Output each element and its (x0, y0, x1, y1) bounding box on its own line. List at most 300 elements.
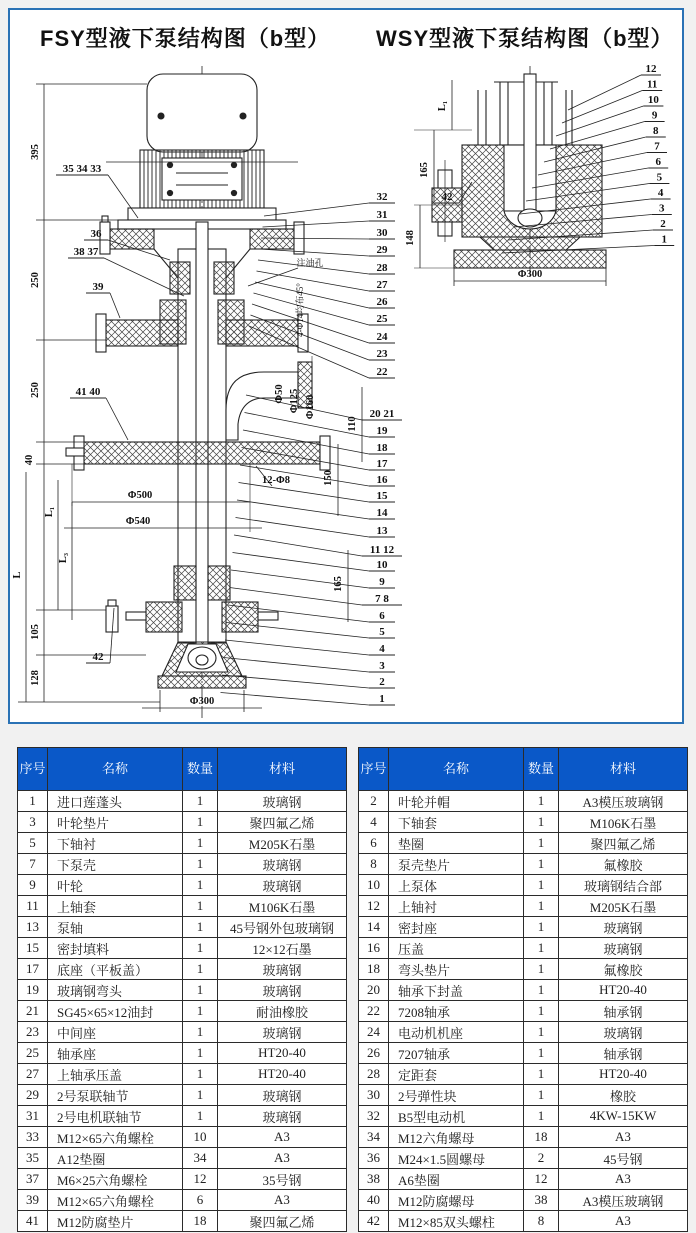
dim-label: L₃ (58, 552, 69, 564)
part-qty: 1 (524, 980, 559, 1001)
part-qty: 1 (524, 1085, 559, 1106)
part-number: 31 (18, 1106, 48, 1127)
part-number: 28 (359, 1064, 389, 1085)
callout-label: 4 (379, 643, 385, 655)
part-material: 聚四氟乙烯 (218, 812, 347, 833)
table-row (18, 959, 347, 980)
part-name: 密封填料 (48, 938, 183, 959)
callout-label: 20 21 (369, 408, 395, 420)
table-row (18, 1127, 347, 1148)
table-row (18, 1106, 347, 1127)
callout-leader (225, 640, 369, 655)
callout-label: 13 (376, 525, 388, 537)
table-row (359, 833, 688, 854)
table-row (18, 812, 347, 833)
part-qty: 1 (524, 1043, 559, 1064)
dim-label: 165 (333, 576, 344, 592)
part-number: 14 (359, 917, 389, 938)
table-row (18, 917, 347, 938)
part-material: 玻璃钢 (218, 1106, 347, 1127)
callout-label: 41 40 (75, 386, 101, 398)
callout-label: 8 (653, 125, 659, 137)
callout-label: 3 (659, 202, 665, 215)
table-row (18, 854, 347, 875)
part-name: 7207轴承 (389, 1043, 524, 1064)
part-name: 弯头垫片 (389, 959, 524, 980)
dim-label: Φ300 (189, 696, 215, 707)
part-qty: 1 (183, 875, 218, 896)
table-row (18, 791, 347, 812)
callout-label: 22 (376, 366, 388, 378)
table-row (359, 1043, 688, 1064)
motor (106, 74, 298, 229)
part-name: 泵壳垫片 (389, 854, 524, 875)
callout-label: 9 (651, 109, 658, 122)
part-name: 叶轮垫片 (48, 812, 183, 833)
dim-label: 150 (323, 470, 334, 486)
part-qty: 1 (524, 1064, 559, 1085)
table-row (359, 1001, 688, 1022)
part-number: 19 (18, 980, 48, 1001)
part-qty: 12 (524, 1169, 559, 1190)
part-qty: 18 (183, 1211, 218, 1232)
part-material: A3 (559, 1211, 688, 1232)
wsy-diagram-title: WSY型液下泵结构图（b型） (376, 26, 674, 51)
part-qty: 6 (183, 1190, 218, 1211)
dim-label: 110 (347, 416, 358, 432)
part-qty: 8 (524, 1211, 559, 1232)
part-name: 下泵壳 (48, 854, 183, 875)
part-name: 垫圈 (389, 833, 524, 854)
part-name: 密封座 (389, 917, 524, 938)
part-material: A3 (218, 1127, 347, 1148)
part-number: 2 (359, 791, 389, 812)
part-number: 20 (359, 980, 389, 1001)
table-row (18, 1169, 347, 1190)
callout-leader (233, 553, 370, 572)
callout-label: 5 (656, 171, 663, 184)
dim-label: 注油孔 (296, 258, 324, 268)
callout-label: 6 (379, 610, 385, 622)
part-number: 4 (359, 812, 389, 833)
callout-label: 11 12 (369, 544, 395, 556)
callout-label: 1 (379, 693, 385, 705)
part-qty: 1 (183, 812, 218, 833)
callout-label: 4 (657, 187, 664, 199)
callout-label: 42 (92, 651, 104, 663)
part-name: B5型电动机 (389, 1106, 524, 1127)
callout-label: 42 (441, 191, 453, 203)
table-row (359, 1190, 688, 1211)
part-material: 玻璃钢 (559, 1022, 688, 1043)
callout-label: 6 (655, 156, 661, 168)
callout-label: 28 (376, 262, 388, 274)
table-row (359, 938, 688, 959)
part-material: HT20-40 (218, 1043, 347, 1064)
part-material: M106K石墨 (218, 896, 347, 917)
table-row (18, 938, 347, 959)
callout-label: 10 (376, 559, 388, 571)
part-qty: 1 (183, 1106, 218, 1127)
dim-label: Φ540 (125, 516, 151, 527)
part-material: 玻璃钢 (218, 1085, 347, 1106)
part-qty: 1 (524, 1022, 559, 1043)
wsy-base (454, 237, 606, 268)
callout-leader (224, 658, 370, 673)
part-material: 聚四氟乙烯 (218, 1211, 347, 1232)
callout-label: 7 8 (375, 593, 389, 605)
part-qty: 1 (524, 938, 559, 959)
part-material: M205K石墨 (559, 896, 688, 917)
table-row (18, 875, 347, 896)
part-name: 下轴套 (389, 812, 524, 833)
part-number: 37 (18, 1169, 48, 1190)
part-material: A3 (559, 1169, 688, 1190)
part-number: 26 (359, 1043, 389, 1064)
part-number: 33 (18, 1127, 48, 1148)
part-number: 25 (18, 1043, 48, 1064)
column-header: 数量 (524, 748, 559, 791)
part-number: 34 (359, 1127, 389, 1148)
header-row (359, 748, 688, 791)
dim-label: 395 (30, 144, 41, 160)
part-qty: 1 (183, 854, 218, 875)
part-material: A3模压玻璃钢 (559, 791, 688, 812)
callout-label: 39 (92, 281, 104, 293)
callout-label: 30 (376, 227, 388, 239)
parts-table-left (17, 747, 347, 1232)
part-material: 轴承钢 (559, 1001, 688, 1022)
table-row (18, 1211, 347, 1232)
column-header: 名称 (48, 748, 183, 791)
part-qty: 12 (183, 1169, 218, 1190)
callout-label: 5 (379, 626, 385, 638)
table-row (359, 1169, 688, 1190)
part-material: 45号钢 (559, 1148, 688, 1169)
callout-label: 24 (376, 331, 388, 343)
table-row (359, 854, 688, 875)
part-name: M12防腐螺母 (389, 1190, 524, 1211)
callout-leader (264, 203, 369, 216)
part-name: 底座（平板盖） (48, 959, 183, 980)
part-material: 玻璃钢 (218, 854, 347, 875)
table-row (18, 1064, 347, 1085)
part-number: 15 (18, 938, 48, 959)
part-name: M12×65六角螺栓 (48, 1127, 183, 1148)
callout-label: 3 (379, 660, 385, 672)
part-qty: 1 (183, 896, 218, 917)
part-name: 7208轴承 (389, 1001, 524, 1022)
callout-leader (108, 175, 138, 218)
part-qty: 1 (524, 1001, 559, 1022)
part-qty: 1 (183, 1043, 218, 1064)
dim-label: Φ500 (127, 490, 153, 501)
part-name: 上轴衬 (389, 896, 524, 917)
part-name: 上轴套 (48, 896, 183, 917)
table-row (359, 896, 688, 917)
dim-label: 40 (24, 454, 35, 466)
column-header: 材料 (218, 748, 347, 791)
part-qty: 1 (183, 1022, 218, 1043)
part-number: 36 (359, 1148, 389, 1169)
part-qty: 1 (183, 1064, 218, 1085)
part-qty: 1 (183, 833, 218, 854)
table-row (18, 980, 347, 1001)
callout-label: 12 (645, 63, 657, 75)
part-material: A3 (218, 1148, 347, 1169)
callout-label: 10 (647, 94, 659, 106)
part-number: 21 (18, 1001, 48, 1022)
part-qty: 1 (524, 854, 559, 875)
callout-label: 32 (376, 191, 388, 203)
part-name: 叶轮 (48, 875, 183, 896)
table-row (359, 812, 688, 833)
callout-label: 14 (376, 507, 388, 519)
table-row (359, 875, 688, 896)
callout-leader (568, 75, 641, 110)
part-material: 玻璃钢 (559, 938, 688, 959)
part-material: 氟橡胶 (559, 854, 688, 875)
part-number: 23 (18, 1022, 48, 1043)
callout-leader (237, 500, 369, 519)
part-name: 定距套 (389, 1064, 524, 1085)
part-qty: 1 (524, 875, 559, 896)
table-row (18, 1190, 347, 1211)
part-name: 轴承座 (48, 1043, 183, 1064)
part-name: 玻璃钢弯头 (48, 980, 183, 1001)
part-name: M12六角螺母 (389, 1127, 524, 1148)
part-name: M6×25六角螺栓 (48, 1169, 183, 1190)
table-row (18, 896, 347, 917)
part-name: M12×85双头螺柱 (389, 1211, 524, 1232)
part-name: 2号泵联轴节 (48, 1085, 183, 1106)
part-qty: 1 (183, 938, 218, 959)
part-name: 上泵体 (389, 875, 524, 896)
part-material: HT20-40 (218, 1064, 347, 1085)
table-row (18, 1085, 347, 1106)
table-row (359, 1106, 688, 1127)
part-material: HT20-40 (559, 1064, 688, 1085)
part-material: HT20-40 (559, 980, 688, 1001)
dim-label: 128 (30, 670, 41, 686)
part-material: A3 (218, 1190, 347, 1211)
part-name: 中间座 (48, 1022, 183, 1043)
callout-label: 11 (646, 78, 658, 91)
table-row (359, 959, 688, 980)
part-name: 压盖 (389, 938, 524, 959)
callout-leader (234, 535, 362, 556)
callout-label: 19 (376, 425, 388, 437)
part-number: 22 (359, 1001, 389, 1022)
callout-leader (556, 106, 643, 136)
dim-label: Φ160 (305, 394, 316, 420)
part-material: A3 (559, 1127, 688, 1148)
dim-label: L₁ (437, 100, 448, 112)
part-material: 玻璃钢 (559, 917, 688, 938)
callout-leader (255, 282, 369, 308)
part-qty: 2 (524, 1148, 559, 1169)
callout-label: 16 (376, 474, 388, 486)
part-name: 电动机机座 (389, 1022, 524, 1043)
callout-label: 26 (376, 296, 388, 308)
part-qty: 1 (524, 812, 559, 833)
part-material: 耐油橡胶 (218, 1001, 347, 1022)
table-row (18, 1148, 347, 1169)
part-name: 下轴衬 (48, 833, 183, 854)
part-material: 玻璃钢 (218, 959, 347, 980)
part-number: 35 (18, 1148, 48, 1169)
parts-table-right (358, 747, 688, 1232)
part-number: 30 (359, 1085, 389, 1106)
part-qty: 1 (524, 959, 559, 980)
part-name: 上轴承压盖 (48, 1064, 183, 1085)
column-header: 材料 (559, 748, 688, 791)
suction-bell (158, 642, 246, 688)
part-material: 12×12石墨 (218, 938, 347, 959)
part-material: 聚四氟乙烯 (559, 833, 688, 854)
part-number: 11 (18, 896, 48, 917)
table-row (359, 1064, 688, 1085)
part-material: 玻璃钢 (218, 791, 347, 812)
column-header: 序号 (18, 748, 48, 791)
part-number: 39 (18, 1190, 48, 1211)
column-header: 数量 (183, 748, 218, 791)
callout-label: 29 (376, 244, 388, 256)
part-number: 27 (18, 1064, 48, 1085)
callout-leader (236, 518, 370, 538)
dim-label: 4-Φ14均布45° (295, 283, 305, 337)
part-material: M205K石墨 (218, 833, 347, 854)
table-row (359, 917, 688, 938)
table-header-right (359, 748, 688, 791)
table-row (359, 1085, 688, 1106)
header-row (18, 748, 347, 791)
part-number: 8 (359, 854, 389, 875)
part-material: 轴承钢 (559, 1043, 688, 1064)
callout-label: 15 (376, 490, 388, 502)
table-row (359, 1211, 688, 1232)
part-number: 38 (359, 1169, 389, 1190)
dim-label: 105 (30, 624, 41, 640)
callout-label: 27 (376, 279, 388, 291)
part-qty: 1 (524, 833, 559, 854)
part-material: 4KW-15KW (559, 1106, 688, 1127)
callout-leader (240, 465, 369, 486)
part-material: 45号钢外包玻璃钢 (218, 917, 347, 938)
callout-label: 7 (654, 140, 660, 153)
pump-drawings (10, 10, 682, 722)
dim-label: Φ300 (517, 269, 543, 280)
dim-label: 250 (30, 272, 41, 288)
column-header: 序号 (359, 748, 389, 791)
part-qty: 10 (183, 1127, 218, 1148)
callout-leader (257, 271, 370, 291)
callout-label: 38 37 (73, 246, 99, 258)
part-number: 1 (18, 791, 48, 812)
part-qty: 1 (183, 917, 218, 938)
callout-leader (260, 249, 370, 256)
callout-label: 18 (376, 442, 388, 454)
dim-label: 12-Φ8 (262, 475, 290, 486)
table-row (359, 1148, 688, 1169)
part-name: 叶轮并帽 (389, 791, 524, 812)
part-qty: 34 (183, 1148, 218, 1169)
part-number: 29 (18, 1085, 48, 1106)
part-name: M12防腐垫片 (48, 1211, 183, 1232)
part-material: M106K石墨 (559, 812, 688, 833)
part-number: 42 (359, 1211, 389, 1232)
part-number: 5 (18, 833, 48, 854)
part-qty: 1 (183, 791, 218, 812)
part-qty: 1 (183, 1001, 218, 1022)
table-row (359, 791, 688, 812)
part-material: 玻璃钢 (218, 980, 347, 1001)
part-number: 16 (359, 938, 389, 959)
callout-label: 2 (379, 676, 385, 688)
part-qty: 18 (524, 1127, 559, 1148)
part-material: 玻璃钢 (218, 1022, 347, 1043)
part-name: 泵轴 (48, 917, 183, 938)
table-row (18, 833, 347, 854)
part-name: 2号电机联轴节 (48, 1106, 183, 1127)
part-qty: 1 (183, 959, 218, 980)
part-qty: 1 (524, 896, 559, 917)
part-material: 玻璃钢结合部 (559, 875, 688, 896)
callout-label: 25 (376, 313, 388, 325)
callout-label: 17 (376, 458, 388, 470)
callout-label: 23 (376, 348, 388, 360)
column-header: 名称 (389, 748, 524, 791)
part-name: A6垫圈 (389, 1169, 524, 1190)
part-number: 40 (359, 1190, 389, 1211)
table-row (18, 1001, 347, 1022)
part-material: 氟橡胶 (559, 959, 688, 980)
part-name: SG45×65×12油封 (48, 1001, 183, 1022)
dim-label: 165 (419, 162, 430, 178)
part-qty: 1 (524, 917, 559, 938)
callout-leader (221, 693, 370, 706)
part-material: A3模压玻璃钢 (559, 1190, 688, 1211)
table-row (359, 1127, 688, 1148)
part-qty: 1 (183, 980, 218, 1001)
dim-label: Φ125 (289, 388, 300, 414)
callout-leader (110, 293, 120, 318)
part-number: 32 (359, 1106, 389, 1127)
part-name: 轴承下封盖 (389, 980, 524, 1001)
part-number: 18 (359, 959, 389, 980)
part-number: 24 (359, 1022, 389, 1043)
callout-label: 9 (379, 576, 385, 588)
table-row (18, 1022, 347, 1043)
callout-label: 1 (661, 233, 667, 246)
part-number: 13 (18, 917, 48, 938)
part-number: 7 (18, 854, 48, 875)
part-material: 35号钢 (218, 1169, 347, 1190)
part-number: 3 (18, 812, 48, 833)
part-number: 12 (359, 896, 389, 917)
part-name: 进口莲蓬头 (48, 791, 183, 812)
table-row (18, 1043, 347, 1064)
part-name: M12×65六角螺栓 (48, 1190, 183, 1211)
part-material: 橡胶 (559, 1085, 688, 1106)
part-qty: 1 (183, 1085, 218, 1106)
callout-leader (239, 483, 370, 503)
part-name: A12垫圈 (48, 1148, 183, 1169)
callout-label: 35 34 33 (62, 163, 102, 175)
part-qty: 38 (524, 1190, 559, 1211)
part-qty: 1 (524, 1106, 559, 1127)
dim-label: L (12, 571, 23, 579)
